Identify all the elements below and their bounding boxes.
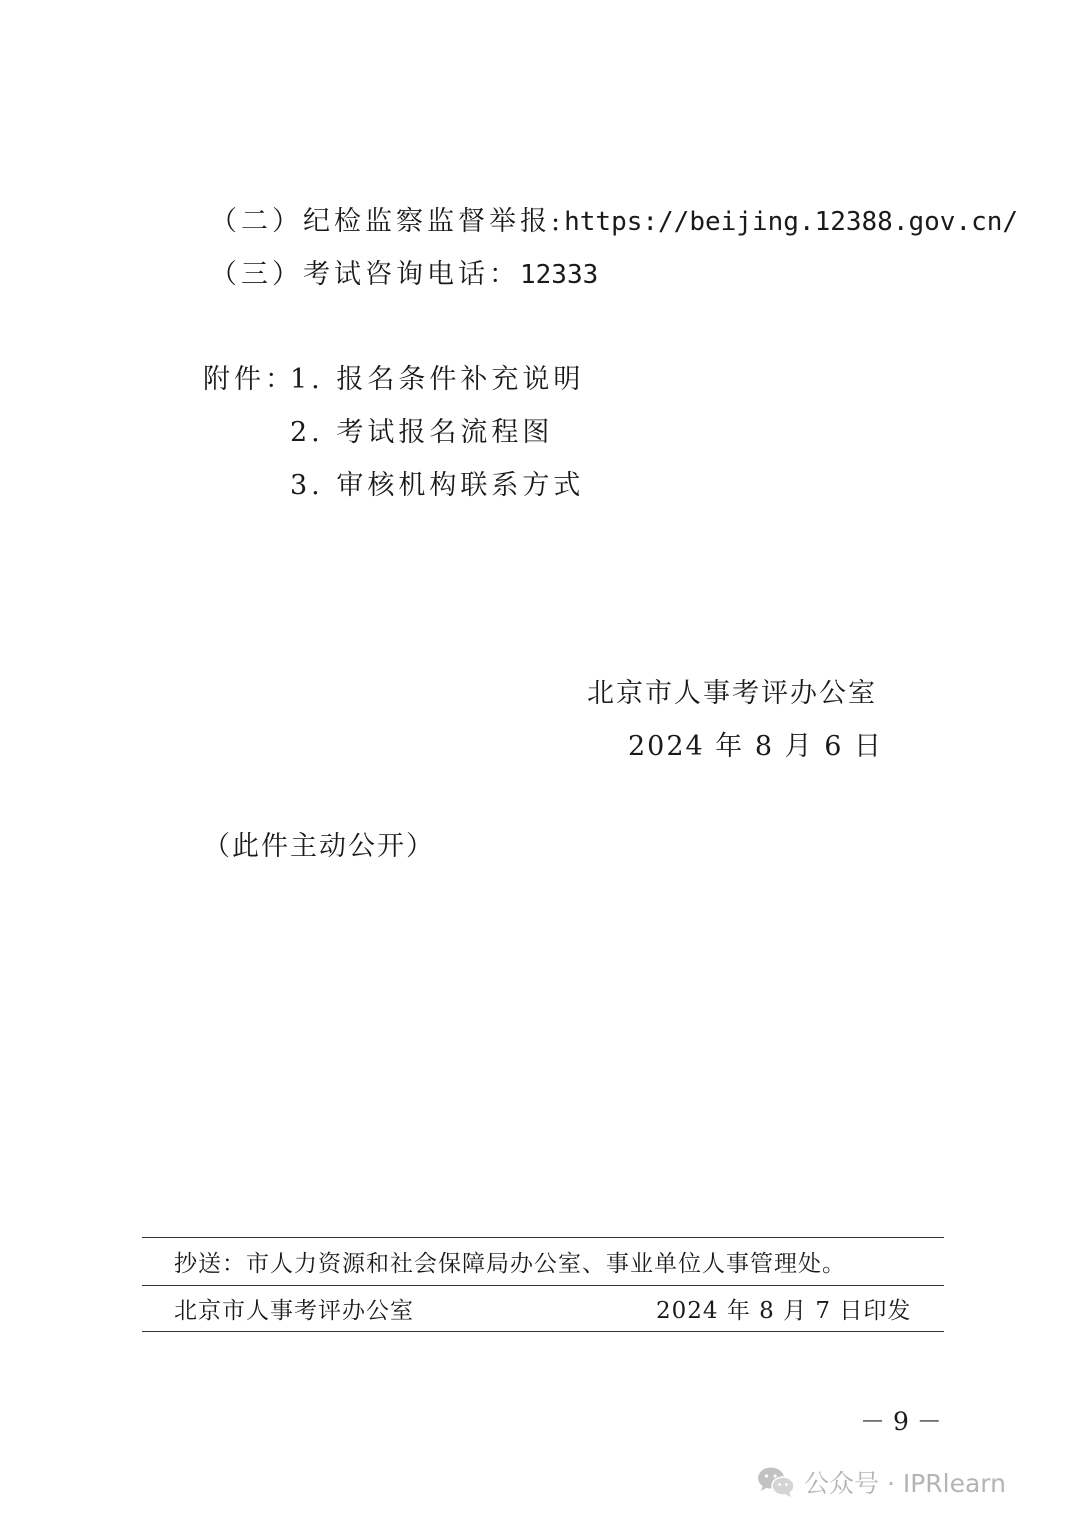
exam-hotline-label: （三）考试咨询电话： (210, 259, 520, 290)
watermark-text: 公众号 · IPRlearn (804, 1469, 1006, 1498)
footer-top-rule (142, 1237, 944, 1238)
cc-recipients: 抄送：市人力资源和社会保障局办公室、事业单位人事管理处。 (174, 1251, 846, 1277)
attachment-item: 2. 考试报名流程图 (290, 417, 554, 448)
footer-middle-rule (142, 1285, 944, 1286)
disclosure-note: （此件主动公开） (203, 831, 435, 862)
exam-hotline-line (210, 255, 598, 295)
watermark (756, 1462, 1006, 1502)
attachments-label: 附件： (203, 364, 296, 395)
attachment-item: 1. 报名条件补充说明 (290, 364, 585, 395)
footer-bottom-rule (142, 1331, 944, 1332)
supervision-report-url[interactable]: https://beijing.12388.gov.cn/ (564, 207, 1019, 237)
supervision-report-label: （二）纪检监察监督举报: (210, 206, 565, 237)
signature-organization: 北京市人事考评办公室 (587, 678, 877, 709)
issue-date: 2024 年 8 月 7 日印发 (656, 1298, 912, 1324)
signature-date: 2024 年 8 月 6 日 (628, 731, 883, 762)
attachment-item: 3. 审核机构联系方式 (290, 470, 585, 501)
wechat-icon (756, 1465, 796, 1499)
page-number: － 9 － (860, 1407, 942, 1436)
supervision-report-line (210, 202, 1018, 242)
exam-hotline-number: 12333 (520, 260, 599, 290)
issuing-office: 北京市人事考评办公室 (174, 1298, 414, 1324)
